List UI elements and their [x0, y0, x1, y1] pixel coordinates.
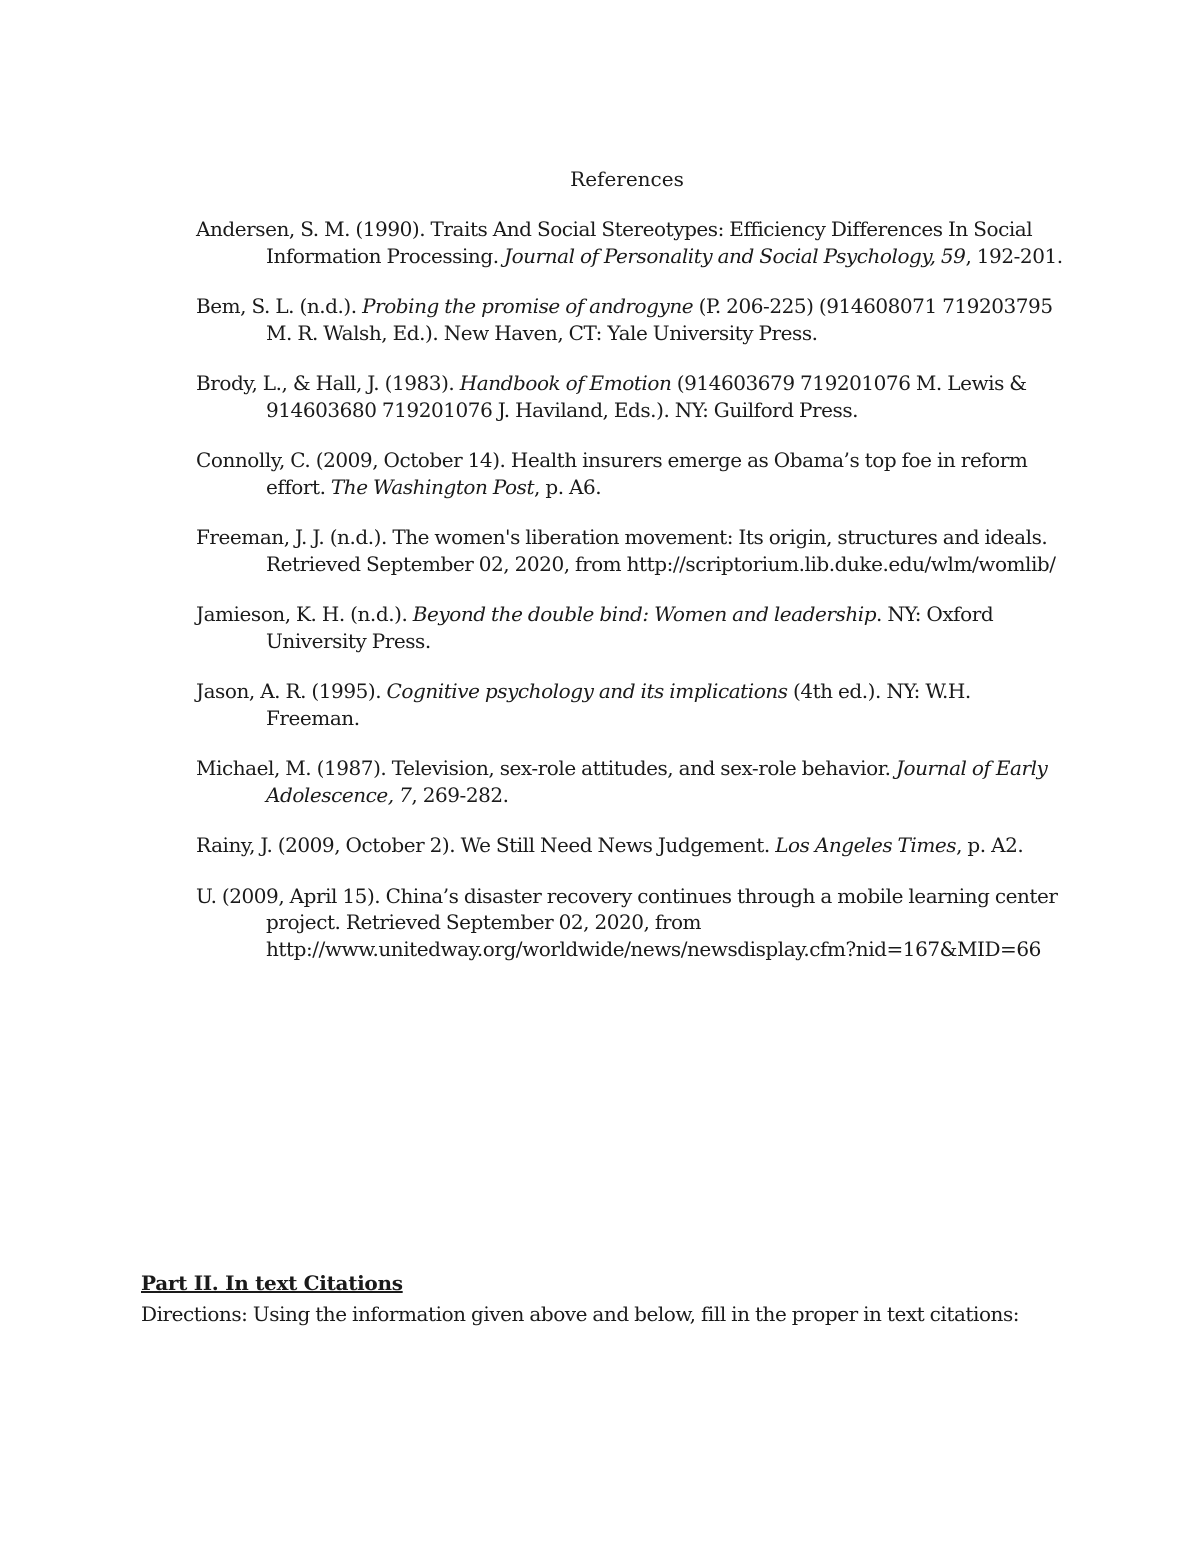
- reference-entry-freeman: Freeman, J. J. (n.d.). The women's liberation movement: Its origin, structures and ideals. Retrieved September 02, 2020, from http://scriptorium.lib.duke.edu/wlm/womlib/: [196, 525, 1056, 576]
- reference-entry-michael: Michael, M. (1987). Television, sex-role attitudes, and sex-role behavior. Journal of Early Adolescence, 7, 269-282.: [196, 756, 1048, 807]
- reference-entry-jamieson: Jamieson, K. H. (n.d.). Beyond the double bind: Women and leadership. NY: Oxford University Press.: [196, 602, 994, 653]
- reference-entry-rainy: Rainy, J. (2009, October 2). We Still Need News Judgement. Los Angeles Times, p. A2.: [196, 833, 1024, 857]
- part2-heading: Part II. In text Citations: [141, 1271, 403, 1295]
- reference-entry-bem: Bem, S. L. (n.d.). Probing the promise of androgyne (P. 206-225) (914608071 719203795 M. R. Walsh, Ed.). New Haven, CT: Yale University Press.: [196, 294, 1053, 345]
- part2-directions: Directions: Using the information given above and below, fill in the proper in text citations:: [141, 1302, 1020, 1326]
- reference-entry-connolly: Connolly, C. (2009, October 14). Health insurers emerge as Obama’s top foe in reform effort. The Washington Post, p. A6.: [196, 448, 1028, 499]
- reference-entry-unitedway: U. (2009, April 15). China’s disaster recovery continues through a mobile learning center project. Retrieved September 02, 2020, from http://www.unitedway.org/worldwide/news/newsdisplay.cfm?nid=167&MID=66: [196, 883, 1058, 961]
- reference-entry-jason: Jason, A. R. (1995). Cognitive psychology and its implications (4th ed.). NY: W.H. Freeman.: [196, 679, 971, 730]
- reference-entry-andersen: Andersen, S. M. (1990). Traits And Social Stereotypes: Efficiency Differences In Social Information Processing. Journal of Personality and Social Psychology, 59, 192-201.: [196, 217, 1063, 268]
- reference-list: [196, 216, 1066, 986]
- part2-section: [141, 1270, 1141, 1328]
- reference-entry-brody: Brody, L., & Hall, J. (1983). Handbook of Emotion (914603679 719201076 M. Lewis & 914603680 719201076 J. Haviland, Eds.). NY: Guilford Press.: [196, 371, 1027, 422]
- references-title: References: [570, 167, 684, 191]
